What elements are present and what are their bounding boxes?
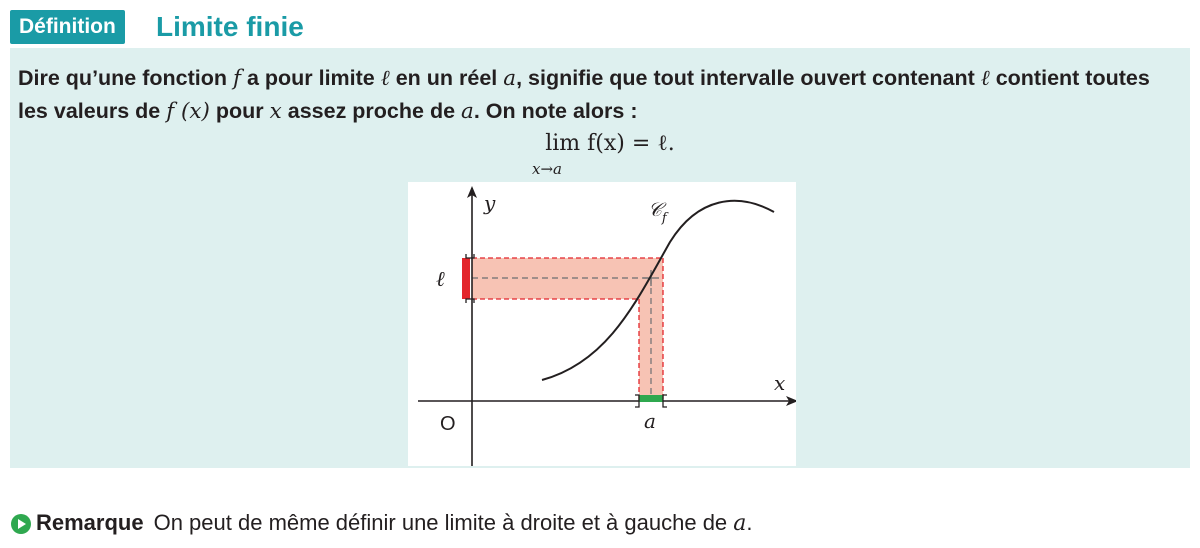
remark-text: On peut de même définir une limite à droite et à gauche de (153, 510, 734, 535)
limit-formula-subscript: x→a (532, 160, 562, 178)
definition-text (18, 62, 1178, 128)
remark (10, 506, 753, 540)
var-x: x (269, 99, 282, 124)
var-a: a (461, 99, 474, 124)
a-interval (639, 395, 663, 402)
y-axis-label: y (484, 191, 496, 215)
definition-box (10, 48, 1190, 468)
var-a: a (503, 66, 517, 91)
ell-label: ℓ (436, 267, 445, 291)
ell-interval (462, 258, 470, 299)
text-part: contient toutes les valeurs de (18, 66, 1150, 123)
var-f: f (233, 66, 241, 91)
var-ell: ℓ (980, 66, 990, 91)
remark-end: . (746, 510, 753, 535)
text-part: . On note alors : (473, 99, 638, 123)
definition-header (10, 8, 1190, 46)
remark-label: Remarque (36, 510, 144, 535)
x-axis-label: x (774, 371, 786, 395)
curve-label-sub: f (661, 211, 667, 226)
limit-graph-svg (408, 182, 796, 466)
curve-label (648, 199, 669, 226)
a-label: a (644, 409, 656, 433)
text-part: en un réel (389, 66, 504, 90)
limit-graph (408, 182, 796, 466)
play-icon (10, 513, 32, 535)
remark-var-a: a (733, 511, 747, 536)
var-ell: ℓ (380, 66, 390, 91)
text-part: Dire qu’une fonction (18, 66, 233, 90)
definition-title: Limite finie (156, 11, 304, 42)
curve-label-main: 𝒞 (648, 199, 662, 221)
var-fx: f (x) (166, 99, 210, 124)
text-part: assez proche de (281, 99, 462, 123)
text-part: , signifie que tout intervalle ouvert contenant (516, 66, 981, 90)
origin-label: O (440, 413, 456, 435)
text-part: pour (209, 99, 270, 123)
text-part: a pour limite (240, 66, 381, 90)
definition-badge: Définition (10, 10, 125, 44)
limit-formula (10, 130, 1190, 156)
limit-formula-main: lim f(x) = ℓ. (545, 131, 675, 156)
